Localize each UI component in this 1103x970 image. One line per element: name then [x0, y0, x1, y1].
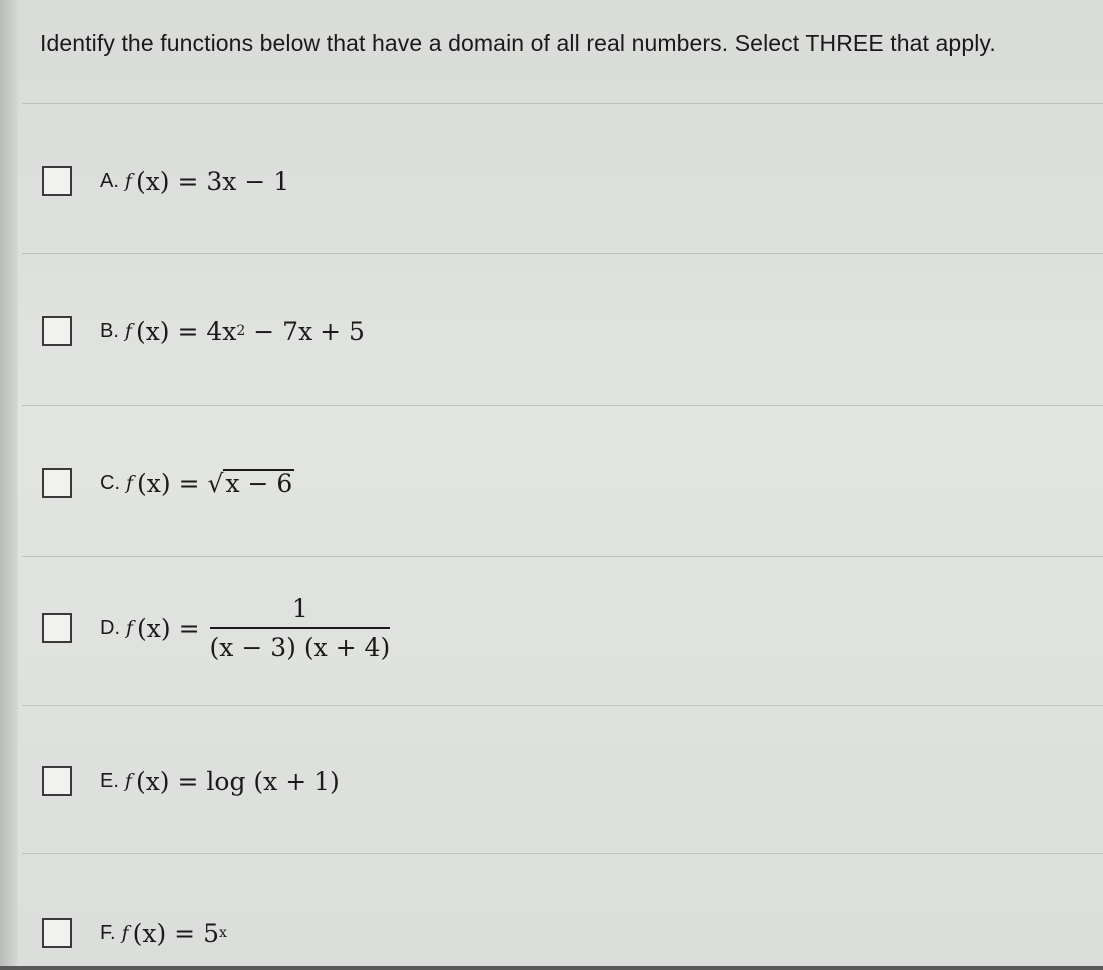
fraction-denominator: (x − 3) (x + 4): [210, 627, 391, 660]
divider: [22, 556, 1103, 557]
option-a[interactable]: [42, 166, 289, 196]
panel-bottom-edge: [0, 966, 1103, 970]
option-letter: B.: [100, 319, 119, 342]
divider: [22, 405, 1103, 406]
checkbox-option-c[interactable]: [42, 468, 72, 498]
fraction-numerator: 1: [291, 594, 308, 623]
option-b-expression: f (x) = 4x 2 − 7x + 5: [124, 316, 365, 346]
option-f-expression: f (x) = 5 x: [121, 918, 227, 948]
option-letter: E.: [100, 769, 119, 792]
option-f[interactable]: [42, 918, 227, 948]
checkbox-option-f[interactable]: [42, 918, 72, 948]
checkbox-option-a[interactable]: [42, 166, 72, 196]
option-letter: C.: [100, 471, 120, 494]
fraction: [210, 596, 391, 660]
divider: [22, 705, 1103, 706]
option-b[interactable]: [42, 316, 365, 346]
option-e[interactable]: [42, 766, 340, 796]
square-root: √ x − 6: [207, 468, 293, 499]
divider: [22, 853, 1103, 854]
checkbox-option-d[interactable]: [42, 613, 72, 643]
option-letter: F.: [100, 921, 116, 944]
checkbox-option-b[interactable]: [42, 316, 72, 346]
option-c-expression: f (x) = √ x − 6: [126, 468, 293, 499]
question-prompt: Identify the functions below that have a domain of all real numbers. Select THREE that apply.: [40, 30, 996, 56]
divider: [22, 103, 1103, 104]
option-d-expression: f (x) = $\frac{1}{(x - 3) (x + 4)}$: [126, 594, 391, 662]
option-d[interactable]: [42, 596, 390, 660]
option-a-expression: f (x) = 3x − 1: [124, 166, 290, 196]
option-letter: A.: [100, 169, 119, 192]
option-letter: D.: [100, 616, 120, 639]
option-e-expression: f (x) = log (x + 1): [124, 766, 340, 796]
option-c[interactable]: [42, 468, 294, 498]
checkbox-option-e[interactable]: [42, 766, 72, 796]
divider: [22, 253, 1103, 254]
panel-left-edge: [0, 0, 18, 970]
